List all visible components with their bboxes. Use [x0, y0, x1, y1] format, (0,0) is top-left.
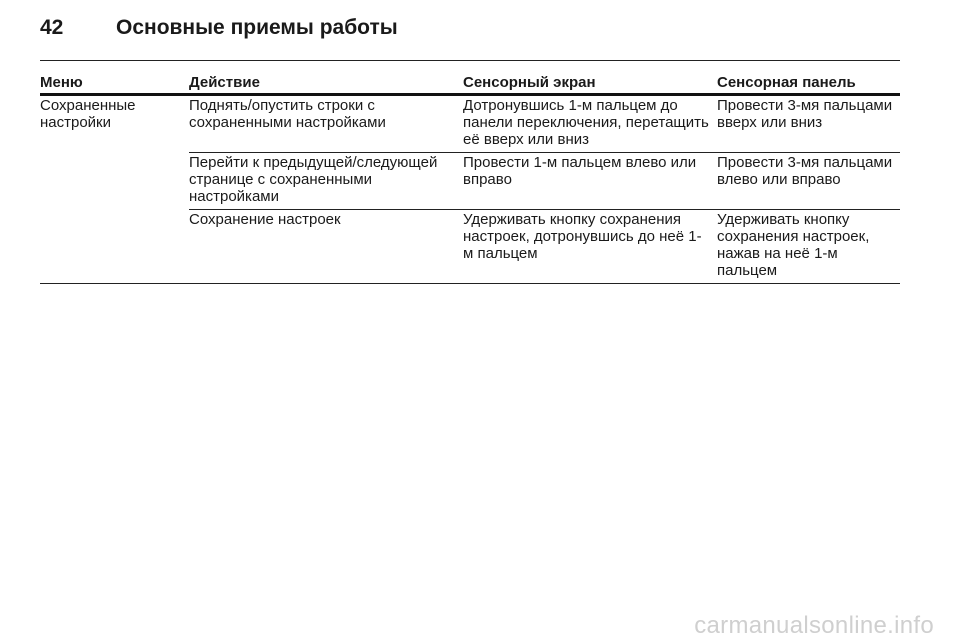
- touchpad-cell: Удерживать кнопку сохранения настроек, нажав на неё 1-м пальцем: [717, 210, 900, 284]
- touchscreen-cell: Удерживать кнопку сохранения настроек, дотронувшись до неё 1-м пальцем: [463, 210, 717, 284]
- menu-cell: Сохраненные настройки: [40, 95, 189, 284]
- page-header: [40, 16, 900, 44]
- watermark: carmanualsonline.info: [694, 612, 934, 639]
- action-cell: Сохранение настроек: [189, 210, 463, 284]
- page-number: 42: [40, 16, 64, 39]
- action-cell: Перейти к предыдущей/следующей странице с сохраненными настройками: [189, 153, 463, 210]
- table-header-row: [40, 74, 900, 95]
- touchpad-cell: Провести 3-мя пальцами влево или вправо: [717, 153, 900, 210]
- column-header-touchpad: Сенсорная панель: [717, 74, 900, 95]
- touchscreen-cell: Провести 1-м пальцем влево или вправо: [463, 153, 717, 210]
- column-header-menu: Меню: [40, 74, 189, 95]
- action-cell: Поднять/опустить строки с сохраненными настройками: [189, 95, 463, 153]
- gestures-table: [40, 74, 900, 284]
- column-header-action: Действие: [189, 74, 463, 95]
- touchscreen-cell: Дотронувшись 1-м пальцем до панели переключения, перетащить её вверх или вниз: [463, 95, 717, 153]
- table-row: [40, 95, 900, 153]
- touchpad-cell: Провести 3-мя пальцами вверх или вниз: [717, 95, 900, 153]
- section-title: Основные приемы работы: [116, 16, 398, 39]
- header-divider: [40, 60, 900, 61]
- column-header-touchscreen: Сенсорный экран: [463, 74, 717, 95]
